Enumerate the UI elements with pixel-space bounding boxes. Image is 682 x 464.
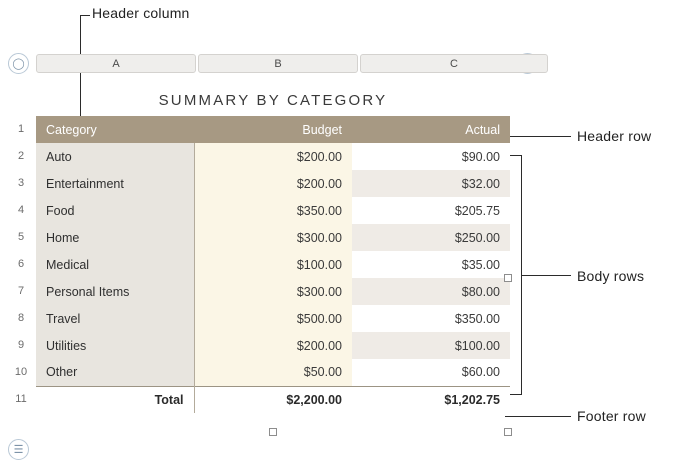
table-header-row[interactable] xyxy=(36,116,510,143)
row-number-6[interactable]: 6 xyxy=(17,258,25,270)
table-row[interactable] xyxy=(36,197,510,224)
table-row[interactable] xyxy=(36,170,510,197)
table-title: SUMMARY BY CATEGORY xyxy=(158,92,388,109)
cell-budget[interactable]: $200.00 xyxy=(194,143,352,170)
spreadsheet-canvas xyxy=(0,44,682,439)
cell-actual[interactable]: $32.00 xyxy=(352,170,510,197)
row-number-bar[interactable] xyxy=(8,86,34,413)
cell-category[interactable]: Medical xyxy=(36,251,194,278)
cell-actual[interactable]: $205.75 xyxy=(352,197,510,224)
cell-actual[interactable]: $80.00 xyxy=(352,278,510,305)
footer-cell-label[interactable]: Total xyxy=(36,386,194,413)
row-number-5[interactable]: 5 xyxy=(17,231,25,243)
cell-category[interactable]: Utilities xyxy=(36,332,194,359)
cell-budget[interactable]: $350.00 xyxy=(194,197,352,224)
row-number-11[interactable]: 11 xyxy=(15,393,27,405)
table-footer-row[interactable] xyxy=(36,386,510,413)
row-number-10[interactable]: 10 xyxy=(14,366,28,378)
cell-actual[interactable]: $90.00 xyxy=(352,143,510,170)
callout-body-rows: Body rows xyxy=(577,268,645,284)
row-number-9[interactable]: 9 xyxy=(17,339,25,351)
row-add-handle-icon[interactable]: ☰ xyxy=(8,439,29,460)
cell-budget[interactable]: $500.00 xyxy=(194,305,352,332)
row-number-1[interactable]: 1 xyxy=(17,123,25,135)
callout-footer-row: Footer row xyxy=(577,408,646,424)
table-resize-handle-bottom[interactable] xyxy=(269,428,277,436)
row-number-8[interactable]: 8 xyxy=(17,312,25,324)
column-header-b[interactable]: B xyxy=(198,54,358,73)
cell-category[interactable]: Entertainment xyxy=(36,170,194,197)
column-header-bar[interactable] xyxy=(36,54,546,73)
cell-actual[interactable]: $250.00 xyxy=(352,224,510,251)
budget-table[interactable] xyxy=(36,116,510,413)
cell-category[interactable]: Personal Items xyxy=(36,278,194,305)
column-header-c[interactable]: C xyxy=(360,54,548,73)
table-row[interactable] xyxy=(36,332,510,359)
footer-cell-budget[interactable]: $2,200.00 xyxy=(194,386,352,413)
header-cell-budget[interactable]: Budget xyxy=(194,116,352,143)
table-row[interactable] xyxy=(36,359,510,386)
header-cell-actual[interactable]: Actual xyxy=(352,116,510,143)
cell-category[interactable]: Other xyxy=(36,359,194,386)
cell-budget[interactable]: $50.00 xyxy=(194,359,352,386)
column-header-a[interactable]: A xyxy=(36,54,196,73)
table-row[interactable] xyxy=(36,224,510,251)
cell-budget[interactable]: $200.00 xyxy=(194,170,352,197)
table-row[interactable] xyxy=(36,278,510,305)
table-row[interactable] xyxy=(36,305,510,332)
cell-budget[interactable]: $300.00 xyxy=(194,224,352,251)
row-number-3[interactable]: 3 xyxy=(17,177,25,189)
table-row[interactable] xyxy=(36,251,510,278)
footer-cell-actual[interactable]: $1,202.75 xyxy=(352,386,510,413)
cell-category[interactable]: Auto xyxy=(36,143,194,170)
cell-actual[interactable]: $100.00 xyxy=(352,332,510,359)
cell-actual[interactable]: $60.00 xyxy=(352,359,510,386)
cell-actual[interactable]: $35.00 xyxy=(352,251,510,278)
row-number-7[interactable]: 7 xyxy=(17,285,25,297)
cell-budget[interactable]: $200.00 xyxy=(194,332,352,359)
cell-category[interactable]: Home xyxy=(36,224,194,251)
callout-header-row: Header row xyxy=(577,128,652,144)
table-resize-handle-corner[interactable] xyxy=(504,428,512,436)
row-number-4[interactable]: 4 xyxy=(17,204,25,216)
cell-budget[interactable]: $100.00 xyxy=(194,251,352,278)
leader-header-column-h xyxy=(80,15,90,16)
row-number-2[interactable]: 2 xyxy=(17,150,25,162)
table-resize-handle-right[interactable] xyxy=(504,274,512,282)
cell-category[interactable]: Travel xyxy=(36,305,194,332)
cell-budget[interactable]: $300.00 xyxy=(194,278,352,305)
cell-category[interactable]: Food xyxy=(36,197,194,224)
cell-actual[interactable]: $350.00 xyxy=(352,305,510,332)
table-container[interactable] xyxy=(36,86,510,413)
row-number-spacer xyxy=(8,86,34,116)
table-select-handle-icon[interactable]: ◯ xyxy=(8,53,29,74)
callout-header-column: Header column xyxy=(92,5,190,21)
table-row[interactable] xyxy=(36,143,510,170)
header-cell-category[interactable]: Category xyxy=(36,116,194,143)
